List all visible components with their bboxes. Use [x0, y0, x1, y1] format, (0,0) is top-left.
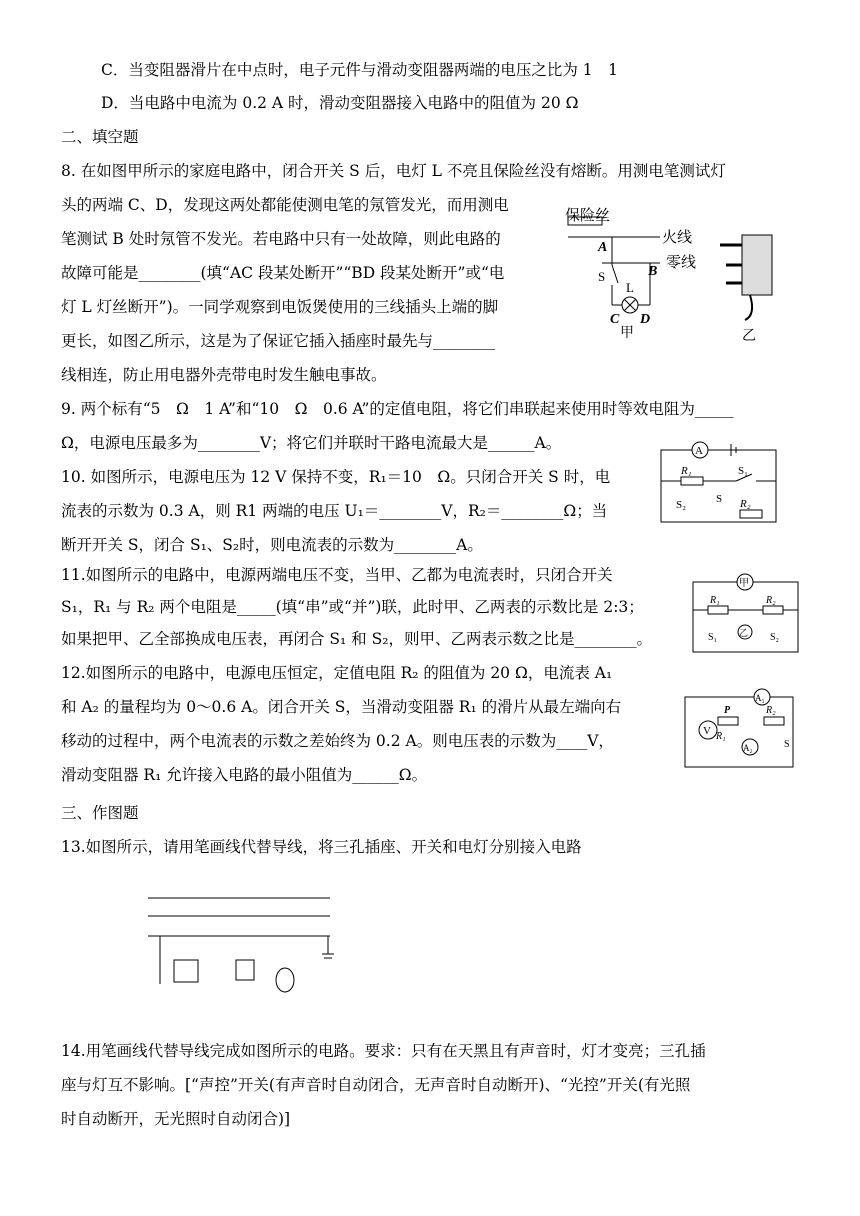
svg-text:S₂: S₂	[770, 632, 780, 643]
q14-text-3: 时自动断开，无光照时自动闭合)]	[61, 1110, 291, 1128]
live-wire-label: 火线	[662, 230, 693, 246]
svg-text:D: D	[640, 312, 651, 327]
q8-text-3: 笔测试 B 处时氖管不发光。若电路中只有一处故障，则此电路的	[61, 230, 501, 248]
q8-text-6: 更长，如图乙所示，这是为了保证它插入插座时最先与________	[61, 332, 496, 350]
neutral-wire-label: 零线	[666, 255, 697, 271]
svg-text:R₂: R₂	[740, 498, 751, 510]
q10-text-1: 10. 如图所示，电源电压为 12 V 保持不变，R₁＝10 Ω。只闭合开关 S 时，电	[61, 468, 611, 486]
section-heading-drawing: 三、作图题	[61, 804, 139, 822]
q10-text-3: 断开开关 S，闭合 S₁、S₂时，则电流表的示数为________A。	[61, 536, 483, 554]
svg-text:R₁: R₁	[681, 465, 692, 477]
svg-text:乙: 乙	[739, 628, 749, 638]
q13-figure	[140, 890, 350, 1000]
svg-text:S: S	[784, 739, 790, 750]
svg-text:R₁: R₁	[716, 731, 726, 742]
svg-text:V: V	[703, 725, 711, 737]
q12-text-4: 滑动变阻器 R₁ 允许接入电路的最小阻值为______Ω。	[61, 766, 428, 784]
q12-figure	[680, 685, 800, 775]
resistor-r2	[764, 717, 784, 725]
r1-symbol	[681, 477, 703, 485]
q9-text-1: 9. 两个标有“5 Ω 1 A”和“10 Ω 0.6 A”的定值电阻，将它们串联起来使用时等效电阻为_____	[61, 400, 734, 418]
svg-text:S: S	[716, 493, 723, 505]
svg-text:R₂: R₂	[766, 705, 776, 716]
q8-text-1: 8. 在如图甲所示的家庭电路中，闭合开关 S 后，电灯 L 不亮且保险丝没有熔断。用测电笔测试灯	[61, 162, 726, 180]
q14-text-1: 14.用笔画线代替导线完成如图所示的电路。要求：只有在天黑且有声音时，灯才变亮；三孔插	[61, 1042, 706, 1060]
plug-body	[742, 235, 772, 295]
fig-jia-label: 甲	[620, 326, 634, 341]
q11-text-1: 11.如图所示的电路中，电源两端电压不变，当甲、乙都为电流表时，只闭合开关	[61, 566, 613, 584]
svg-text:S₁: S₁	[738, 465, 748, 477]
svg-text:A₁: A₁	[755, 693, 765, 703]
q14-text-2: 座与灯互不影响。[“声控”开关(有声音时自动闭合，无声音时自动断开)、“光控”开关(有光照	[61, 1076, 691, 1094]
svg-text:A₂: A₂	[743, 743, 753, 753]
q12-text-2: 和 A₂ 的量程均为 0～0.6 A。闭合开关 S，当滑动变阻器 R₁ 的滑片从最左端向右	[61, 698, 622, 716]
q8-text-7: 线相连，防止用电器外壳带电时发生触电事故。	[61, 366, 387, 384]
svg-text:S₂: S₂	[676, 499, 686, 511]
option-c: C．当变阻器滑片在中点时，电子元件与滑动变阻器两端的电压之比为 1 1	[101, 61, 619, 79]
r2-symbol	[740, 510, 762, 518]
svg-text:R₁: R₁	[710, 595, 720, 606]
q8-text-5: 灯 L 灯丝断开”)。一同学观察到电饭煲使用的三线插头上端的脚	[61, 298, 499, 316]
svg-text:S₁: S₁	[708, 632, 718, 643]
switch-icon	[236, 960, 254, 980]
svg-text:P: P	[724, 705, 731, 716]
rheostat-r1	[718, 717, 738, 725]
q11-text-3: 如果把甲、乙全部换成电压表，再闭合 S₁ 和 S₂，则甲、乙两表示数之比是________。	[61, 630, 652, 648]
svg-text:B: B	[648, 264, 658, 279]
fuse-label: 保险丝	[565, 208, 611, 224]
q9-text-2: Ω，电源电压最多为________V；将它们并联时干路电流最大是______A。	[61, 434, 562, 452]
bulb-icon	[276, 968, 294, 992]
q8-text-4: 故障可能是________(填“AC 段某处断开”“BD 段某处断开”或“电	[61, 264, 505, 282]
q11-figure	[688, 570, 808, 660]
svg-text:L: L	[626, 280, 634, 295]
q8-text-2: 头的两端 C、D，发现这两处都能使测电笔的氖管发光，而用测电	[61, 196, 509, 214]
socket-icon	[174, 960, 198, 982]
q12-text-3: 移动的过程中，两个电流表的示数之差始终为 0.2 A。则电压表的示数为____V，	[61, 732, 614, 750]
svg-text:A: A	[695, 445, 703, 457]
svg-text:C: C	[610, 312, 620, 327]
q13-text: 13.如图所示，请用笔画线代替导线，将三孔插座、开关和电灯分别接入电路	[61, 838, 582, 856]
q12-text-1: 12.如图所示的电路中，电源电压恒定，定值电阻 R₂ 的阻值为 20 Ω，电流表 A₁	[61, 664, 613, 682]
q8-figure	[560, 205, 800, 355]
q11-text-2: S₁，R₁ 与 R₂ 两个电阻是_____(填“串”或“并”)联，此时甲、乙两表的示数比是 2:3；	[61, 598, 644, 616]
svg-text:甲: 甲	[739, 578, 749, 589]
svg-text:R₂: R₂	[766, 595, 776, 606]
svg-text:A: A	[598, 240, 608, 255]
fig-yi-label: 乙	[742, 329, 756, 344]
svg-text:S: S	[598, 269, 606, 284]
section-heading-fill-blank: 二、填空题	[61, 128, 139, 146]
q10-figure	[656, 440, 786, 530]
q10-text-2: 流表的示数为 0.3 A，则 R1 两端的电压 U₁＝________V，R₂＝________Ω；当	[61, 502, 608, 520]
option-d: D．当电路中电流为 0.2 A 时，滑动变阻器接入电路中的阻值为 20 Ω	[101, 94, 579, 112]
